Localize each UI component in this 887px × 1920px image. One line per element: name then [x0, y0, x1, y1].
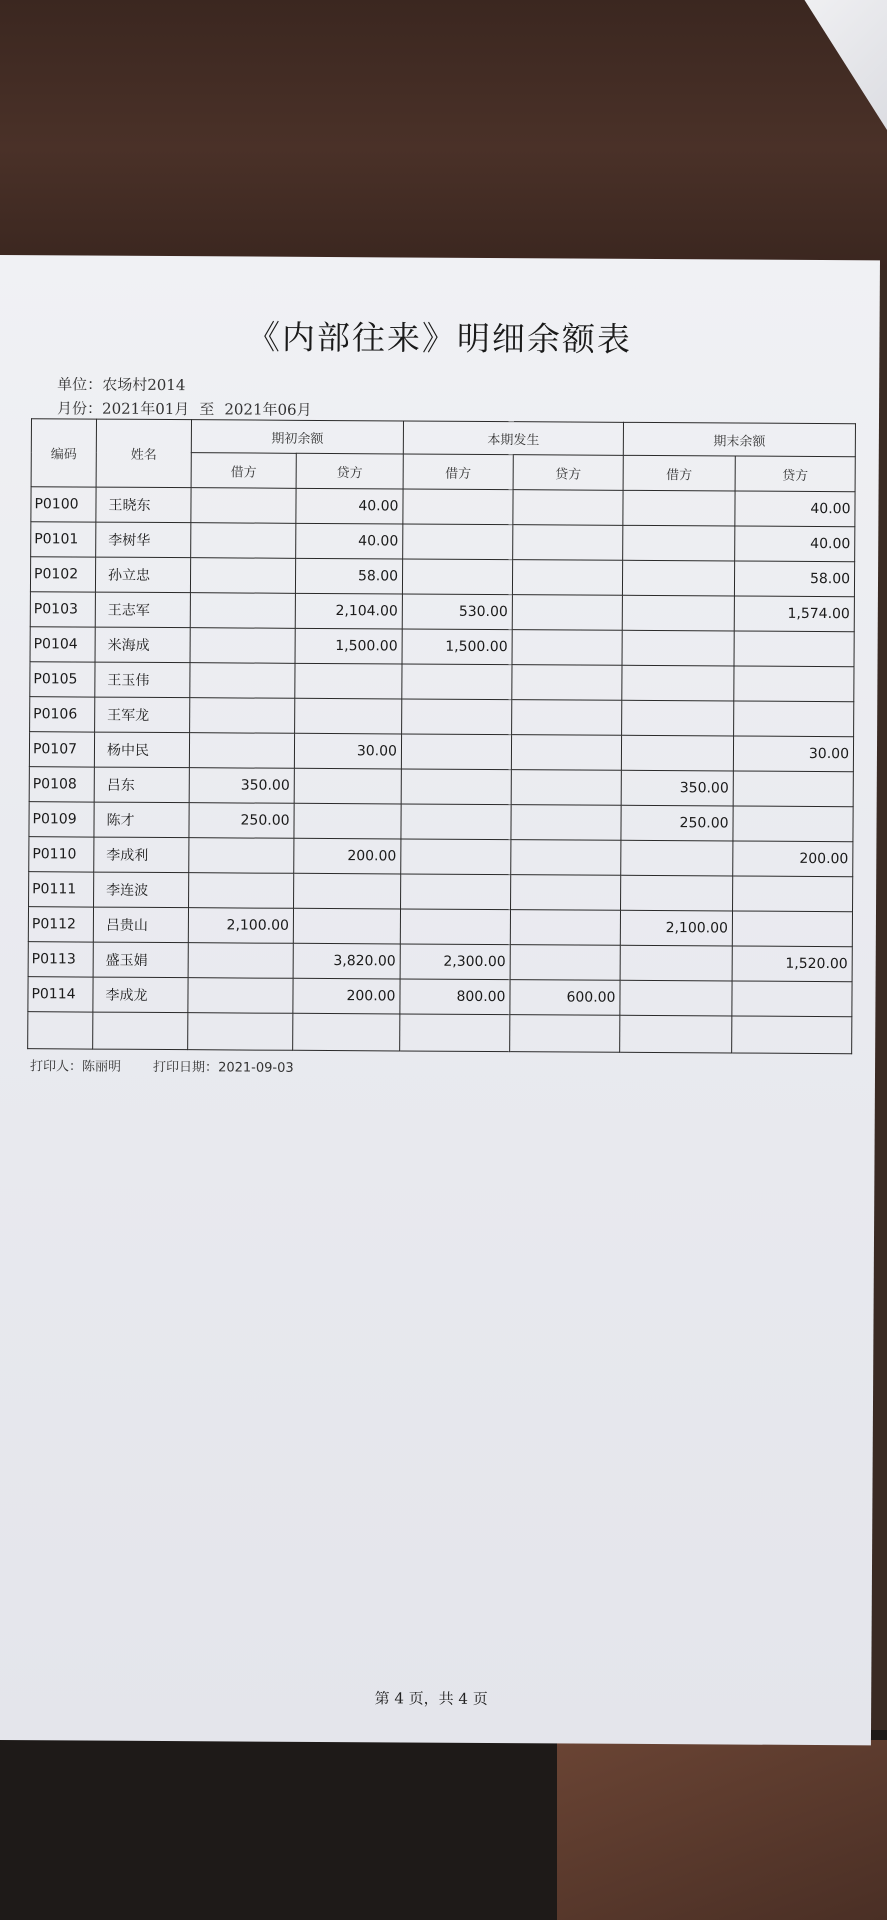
- header-closing: 期末余额: [623, 422, 855, 456]
- table-row: [29, 872, 853, 912]
- cell-opening-debit: 250.00: [189, 803, 294, 839]
- cell-current-credit: [511, 840, 621, 876]
- cell-closing-debit: [621, 840, 733, 876]
- cell-closing-credit: [733, 771, 853, 807]
- table-edge: [557, 1740, 887, 1920]
- cell-current-credit: [511, 875, 621, 911]
- cell-name: 王玉伟: [95, 662, 190, 698]
- cell-opening-credit: 2,104.00: [295, 593, 402, 629]
- cell-closing-credit: 1,520.00: [732, 946, 852, 982]
- cell-code: P0112: [28, 907, 93, 942]
- table-row: [30, 592, 854, 632]
- cell-name: 陈才: [94, 802, 189, 838]
- cell-name: 盛玉娟: [93, 942, 188, 978]
- table-row: [30, 557, 854, 597]
- cell-current-debit: 800.00: [400, 979, 510, 1015]
- header-opening: 期初余额: [191, 420, 403, 454]
- cell-name: 孙立忠: [95, 557, 190, 593]
- cell-current-debit: [402, 559, 512, 595]
- cell-current-credit: [511, 770, 621, 806]
- cell-name: 李成利: [94, 837, 189, 873]
- header-current-credit: 贷方: [513, 455, 623, 491]
- cell-closing-credit: 40.00: [735, 526, 855, 562]
- cell-opening-credit: 200.00: [293, 978, 400, 1014]
- cell-closing-debit: [622, 595, 734, 631]
- header-name: 姓名: [96, 419, 191, 488]
- print-date: 2021-09-03: [218, 1060, 294, 1076]
- header-row-group: [31, 419, 855, 457]
- cell-opening-debit: [190, 558, 295, 594]
- cell-opening-debit: [190, 593, 295, 629]
- cell-blank: [400, 1014, 510, 1052]
- printer-label: 打印人：: [29, 1059, 83, 1075]
- cell-code: P0111: [29, 872, 94, 907]
- cell-closing-credit: 58.00: [734, 561, 854, 597]
- cell-code: P0109: [29, 802, 94, 837]
- cell-closing-credit: [733, 876, 853, 912]
- cell-opening-credit: 40.00: [296, 523, 403, 559]
- period-from: 2021年01月: [102, 399, 190, 419]
- cell-closing-debit: [621, 735, 733, 771]
- cell-closing-debit: [622, 630, 734, 666]
- cell-code: P0106: [30, 697, 95, 732]
- cell-opening-credit: 3,820.00: [293, 943, 400, 979]
- cell-current-credit: [513, 490, 623, 526]
- cell-closing-credit: [734, 631, 854, 667]
- cell-opening-debit: [189, 838, 294, 874]
- table-row: [29, 802, 853, 842]
- print-info: [30, 1055, 294, 1076]
- header-code: 编码: [31, 419, 96, 487]
- cell-opening-debit: [188, 978, 293, 1014]
- unit-line: [57, 373, 185, 395]
- unit-value: 农场村2014: [102, 375, 186, 395]
- cell-closing-credit: [732, 981, 852, 1017]
- print-date-label: 打印日期：: [153, 1059, 219, 1076]
- cell-closing-credit: [734, 701, 854, 737]
- cell-current-credit: [512, 630, 622, 666]
- cell-opening-debit: 350.00: [189, 768, 294, 804]
- cell-current-debit: [401, 769, 511, 805]
- table-row: [29, 732, 853, 772]
- table-body: [28, 487, 855, 1054]
- cell-current-credit: [512, 560, 622, 596]
- cell-current-credit: [512, 665, 622, 701]
- cell-closing-debit: [623, 490, 735, 526]
- header-opening-credit: 贷方: [296, 453, 403, 489]
- cell-current-credit: [512, 700, 622, 736]
- cell-closing-debit: 250.00: [621, 805, 733, 841]
- table-row: [30, 697, 854, 737]
- cell-blank: [293, 1013, 400, 1051]
- cell-current-debit: [401, 734, 511, 770]
- cell-code: P0114: [28, 977, 93, 1012]
- header-current: 本期发生: [403, 421, 623, 455]
- cell-closing-credit: 1,574.00: [734, 596, 854, 632]
- cell-closing-debit: [620, 945, 732, 981]
- cell-opening-credit: [294, 803, 401, 839]
- cell-current-debit: [401, 839, 511, 875]
- cell-opening-credit: [294, 768, 401, 804]
- table-row: [29, 837, 853, 877]
- cell-opening-debit: [188, 943, 293, 979]
- cell-closing-credit: [733, 806, 853, 842]
- cell-opening-credit: 58.00: [295, 558, 402, 594]
- period-to-word: 至: [199, 400, 215, 419]
- cell-current-debit: [403, 489, 513, 525]
- cell-name: 王军龙: [95, 697, 190, 733]
- cell-closing-credit: [732, 911, 852, 947]
- balance-table: [27, 418, 856, 1054]
- cell-current-credit: 600.00: [510, 980, 620, 1016]
- table-row: [28, 907, 852, 947]
- cell-current-credit: [513, 525, 623, 561]
- report-title: 《内部往来》明细余额表: [246, 317, 633, 359]
- cell-opening-credit: [293, 908, 400, 944]
- cell-current-debit: [401, 804, 511, 840]
- cell-closing-debit: [622, 700, 734, 736]
- cell-current-credit: [510, 945, 620, 981]
- cell-blank: [620, 1015, 732, 1053]
- cell-name: 米海成: [95, 627, 190, 663]
- cell-closing-debit: [622, 560, 734, 596]
- table-row: [31, 522, 855, 562]
- cell-closing-debit: [622, 665, 734, 701]
- table-surface-top: [0, 0, 887, 270]
- cell-current-debit: [401, 874, 511, 910]
- cell-code: P0100: [31, 487, 96, 522]
- cell-opening-debit: [189, 873, 294, 909]
- cell-name: 杨中民: [94, 732, 189, 768]
- cell-opening-credit: [294, 873, 401, 909]
- cell-closing-credit: 40.00: [735, 491, 855, 527]
- header-opening-debit: 借方: [191, 453, 296, 489]
- cell-current-debit: [403, 524, 513, 560]
- cell-name: 李成龙: [93, 977, 188, 1013]
- cell-current-debit: 2,300.00: [400, 944, 510, 980]
- cell-blank: [28, 1012, 93, 1049]
- cell-closing-credit: 200.00: [733, 841, 853, 877]
- period-to: 2021年06月: [224, 400, 312, 419]
- period-label: 月份：: [57, 399, 103, 418]
- cell-opening-credit: 1,500.00: [295, 628, 402, 664]
- cell-opening-debit: [189, 733, 294, 769]
- cell-blank: [188, 1013, 293, 1051]
- cell-opening-credit: 200.00: [294, 838, 401, 874]
- header-closing-credit: 贷方: [735, 456, 855, 492]
- table-row: [28, 942, 852, 982]
- page-number: 第 4 页，共 4 页: [374, 1689, 488, 1709]
- cell-code: P0102: [30, 557, 95, 592]
- cell-current-debit: 530.00: [402, 594, 512, 630]
- cell-closing-debit: 350.00: [621, 770, 733, 806]
- cell-current-debit: [402, 664, 512, 700]
- cell-code: P0104: [30, 627, 95, 662]
- unit-label: 单位：: [57, 375, 103, 394]
- cell-opening-credit: [295, 698, 402, 734]
- cell-closing-debit: [623, 525, 735, 561]
- cell-code: P0105: [30, 662, 95, 697]
- cell-current-credit: [510, 910, 620, 946]
- cell-code: P0108: [29, 767, 94, 802]
- cell-opening-debit: 2,100.00: [188, 908, 293, 944]
- cell-opening-debit: [191, 523, 296, 559]
- cell-opening-debit: [190, 698, 295, 734]
- cell-blank: [510, 1015, 620, 1053]
- cell-closing-debit: 2,100.00: [620, 910, 732, 946]
- cell-code: P0101: [31, 522, 96, 557]
- cell-name: 王晓东: [96, 487, 191, 523]
- table-row: [31, 487, 855, 527]
- cell-opening-credit: [295, 663, 402, 699]
- table-row: [28, 977, 852, 1017]
- cell-name: 吕贵山: [93, 907, 188, 943]
- table-row: [29, 767, 853, 807]
- cell-name: 李树华: [96, 522, 191, 558]
- cell-current-debit: [402, 699, 512, 735]
- header-closing-debit: 借方: [623, 455, 735, 491]
- cell-code: P0110: [29, 837, 94, 872]
- cell-code: P0107: [29, 732, 94, 767]
- cell-code: P0103: [30, 592, 95, 627]
- cell-closing-credit: [734, 666, 854, 702]
- cell-name: 王志军: [95, 592, 190, 628]
- cell-opening-debit: [190, 628, 295, 664]
- header-current-debit: 借方: [403, 454, 513, 490]
- table-row-blank: [28, 1012, 852, 1054]
- cell-closing-credit: 30.00: [733, 736, 853, 772]
- cell-blank: [93, 1012, 188, 1050]
- cell-opening-debit: [190, 663, 295, 699]
- printer-name: 陈丽明: [82, 1059, 122, 1075]
- period-line: [57, 397, 312, 420]
- cell-current-credit: [512, 595, 622, 631]
- cell-opening-credit: 30.00: [294, 733, 401, 769]
- report-page: [0, 255, 880, 1745]
- cell-code: P0113: [28, 942, 93, 977]
- cell-current-credit: [511, 735, 621, 771]
- cell-opening-debit: [191, 488, 296, 524]
- cell-current-credit: [511, 805, 621, 841]
- cell-current-debit: 1,500.00: [402, 629, 512, 665]
- cell-blank: [732, 1016, 852, 1054]
- cell-closing-debit: [620, 980, 732, 1016]
- cell-name: 吕东: [94, 767, 189, 803]
- table-row: [30, 662, 854, 702]
- cell-opening-credit: 40.00: [296, 488, 403, 524]
- cell-closing-debit: [621, 875, 733, 911]
- cell-current-debit: [400, 909, 510, 945]
- table-row: [30, 627, 854, 667]
- cell-name: 李连波: [94, 872, 189, 908]
